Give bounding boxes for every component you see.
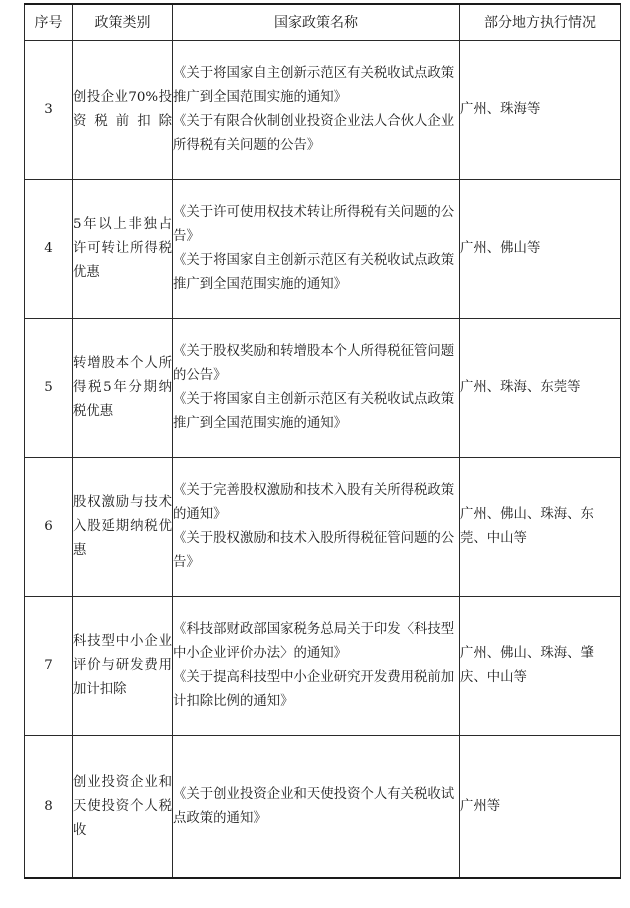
table-header-row bbox=[25, 4, 621, 41]
policy-title: 《关于股权激励和技术入股所得税征管问题的公告》 bbox=[173, 531, 455, 570]
table-row bbox=[25, 41, 621, 180]
row-policies bbox=[173, 597, 460, 736]
policy-title: 《关于许可使用权技术转让所得税有关问题的公告》 bbox=[173, 205, 455, 244]
policy-title: 《关于有限合伙制创业投资企业法人合伙人企业所得税有关问题的公告》 bbox=[173, 114, 455, 153]
row-index: 5 bbox=[25, 319, 73, 458]
policy-title: 《关于股权奖励和转增股本个人所得税征管问题的公告》 bbox=[173, 344, 455, 383]
row-local-execution: 广州、珠海等 bbox=[460, 41, 621, 180]
policy-title: 《关于创业投资企业和天使投资个人有关税收试点政策的通知》 bbox=[173, 786, 455, 826]
row-local-execution: 广州、佛山、珠海、肇庆、中山等 bbox=[460, 597, 621, 736]
row-category bbox=[73, 319, 173, 458]
row-policies bbox=[173, 41, 460, 180]
row-category bbox=[73, 41, 173, 180]
header-policy-name: 国家政策名称 bbox=[173, 4, 460, 41]
table-row bbox=[25, 597, 621, 736]
table-row bbox=[25, 180, 621, 319]
row-policies bbox=[173, 319, 460, 458]
policy-title: 《关于提高科技型中小企业研究开发费用税前加计扣除比例的通知》 bbox=[173, 670, 455, 709]
table-row bbox=[25, 458, 621, 597]
row-index: 8 bbox=[25, 736, 73, 879]
row-category-text: 转增股本个人所得税5年分期纳税优惠 bbox=[73, 356, 172, 419]
policy-title: 《关于完善股权激励和技术入股有关所得税政策的通知》 bbox=[173, 483, 455, 522]
row-category bbox=[73, 458, 173, 597]
row-index: 3 bbox=[25, 41, 73, 180]
row-index: 4 bbox=[25, 180, 73, 319]
row-category bbox=[73, 180, 173, 319]
row-index: 6 bbox=[25, 458, 73, 597]
row-category bbox=[73, 736, 173, 879]
row-category-text: 创业投资企业和天使投资个人税收 bbox=[73, 774, 172, 838]
policy-title: 《科技部财政部国家税务总局关于印发〈科技型中小企业评价办法〉的通知》 bbox=[173, 622, 455, 661]
header-category: 政策类别 bbox=[73, 4, 173, 41]
policy-title: 《关于将国家自主创新示范区有关税收试点政策推广到全国范围实施的通知》 bbox=[173, 253, 455, 292]
row-policies bbox=[173, 736, 460, 879]
header-local-execution: 部分地方执行情况 bbox=[460, 4, 621, 41]
policy-table bbox=[24, 3, 621, 879]
policy-title: 《关于将国家自主创新示范区有关税收试点政策推广到全国范围实施的通知》 bbox=[173, 392, 455, 431]
table-row bbox=[25, 319, 621, 458]
row-category-text: 创投企业70%投资税前扣除 bbox=[73, 90, 172, 129]
table-row bbox=[25, 736, 621, 879]
header-index: 序号 bbox=[25, 4, 73, 41]
row-category-text: 科技型中小企业评价与研发费用加计扣除 bbox=[73, 634, 172, 697]
row-local-execution: 广州等 bbox=[460, 736, 621, 879]
policy-title: 《关于将国家自主创新示范区有关税收试点政策推广到全国范围实施的通知》 bbox=[173, 66, 455, 105]
row-local-execution: 广州、佛山等 bbox=[460, 180, 621, 319]
row-category-text: 股权激励与技术入股延期纳税优惠 bbox=[73, 495, 172, 558]
row-local-execution: 广州、佛山、珠海、东莞、中山等 bbox=[460, 458, 621, 597]
row-index: 7 bbox=[25, 597, 73, 736]
row-category bbox=[73, 597, 173, 736]
row-policies bbox=[173, 458, 460, 597]
row-category-text: 5年以上非独占许可转让所得税优惠 bbox=[73, 217, 172, 280]
row-local-execution: 广州、珠海、东莞等 bbox=[460, 319, 621, 458]
row-policies bbox=[173, 180, 460, 319]
